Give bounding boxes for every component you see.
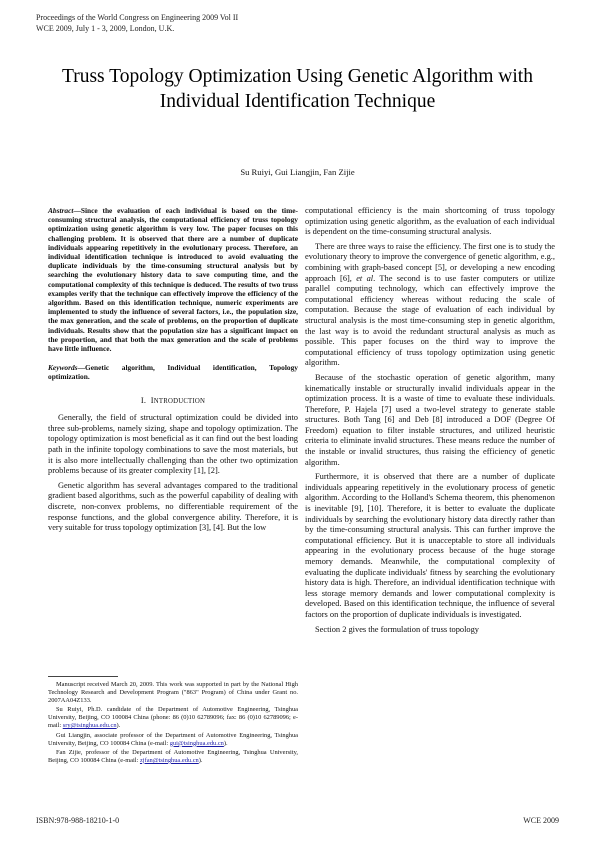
- right-paragraph-2: [305, 242, 555, 369]
- footer-isbn: ISBN:978-988-18210-1-0: [36, 816, 120, 825]
- paper-authors: Su Ruiyi, Gui Liangjin, Fan Zijie: [240, 167, 355, 177]
- footnote-author-2-text: Gui Liangjin, associate professor of the Department of Automotive Engineering, Tsinghua University, Beijing, CO 100084 China (e-mail:: [48, 731, 298, 747]
- right-paragraph-1: computational efficiency is the main shortcoming of truss topology optimization using genetic algorithm, as the evaluation of each individual is dependent on the time-consuming structural analysis.: [305, 206, 555, 237]
- right-paragraph-2-italic: et al: [356, 273, 374, 283]
- keywords-lead: Keywords: [48, 363, 78, 373]
- email-link-gui[interactable]: gui@tsinghua.edu.cn: [169, 739, 224, 747]
- footnote-author-1: [48, 706, 298, 730]
- section-heading-introduction: [48, 396, 298, 408]
- keywords: [48, 363, 298, 381]
- abstract-lead: Abstract: [48, 206, 74, 215]
- footnote-author-2-end: ).: [223, 739, 228, 747]
- email-link-fan[interactable]: zjfan@tsinghua.edu.cn: [139, 756, 199, 764]
- keywords-text: —Genetic algorithm, Individual identification, Topology optimization.: [48, 363, 298, 382]
- header-line-1: Proceedings of the World Congress on Engineering 2009 Vol II: [36, 13, 239, 22]
- right-column: [305, 206, 555, 639]
- footnotes: [48, 676, 298, 766]
- section-first-letter: I: [150, 395, 154, 405]
- header-line-2: WCE 2009, July 1 - 3, 2009, London, U.K.: [36, 24, 175, 33]
- proceedings-header: [36, 12, 238, 34]
- footnote-manuscript: Manuscript received March 20, 2009. This work was supported in part by the National High Technology Research and Development Program ("863" Program) of China under Grant no. 2007AA04Z133.: [48, 681, 298, 705]
- right-paragraph-4: Furthermore, it is observed that there are a number of duplicate individuals appearing repetitively in the evolutionary process of genetic algorithm. According to the Holland's Schema theorem, this phenomenon is inevitable [9], [10]. Therefore, it is better to evaluate the duplicate individuals by searching the evolutionary history data directly rather than by the time-consuming structural analysis. This can further improve the computational efficiency. But it is unacceptable to store all individuals appearing in the evolutionary process because of the huge storage memory demands. Meanwhile, the computational complexity of evaluating the duplicate individuals' fitness by searching the evolutionary history data is high. Therefore, an individual identification technique with less storage memory demands and lower computational complexity is developed. Based on this identification technique, the influence of several factors on the proportion of duplicate individuals is investigated.: [305, 472, 555, 619]
- intro-paragraph-1: Generally, the field of structural optimization could be divided into three sub-problems, namely sizing, shape and topology optimization. The topology optimization is most beneficial as it can find out the best loading path in the infinite topology combinations to save the most materials, but it is also more intellectually challenging than the other two optimization problems because of its greater complexity [1], [2].: [48, 413, 298, 476]
- footnote-author-3-text: Fan Zijie, professor of the Department of Automotive Engineering, Tsinghua University, Beijing, CO 100084 China (e-mail:: [48, 748, 298, 764]
- footer-conference: WCE 2009: [523, 816, 559, 825]
- intro-paragraph-2: Genetic algorithm has several advantages compared to the traditional gradient based algorithms, such as the powerful capability of dealing with discrete, non-convex problems, no differentiable requirement of the response functions, and the global convergence ability. Therefore, it is very suitable for truss topology optimization [3], [4]. But the low: [48, 480, 298, 533]
- right-paragraph-5: Section 2 gives the formulation of truss topology: [315, 624, 479, 634]
- abstract-text: —Since the evaluation of each individual is based on the time-consuming structural analysis, the computational efficiency of truss topology optimization using genetic algorithm is very low. The paper focuses on this challenging problem. It is observed that there are a number of duplicate individuals appearing repetitively in the evolutionary process. Therefore, an individual identification technique is introduced to avoid evaluating the duplicate individuals by the time-consuming structural analysis but by searching the evolutionary history data to save computing time, and the computational complexity of this technique is deduced. The results of two truss examples verify that the technique can effectively improve the efficiency of the algorithm. Based on this identification technique, numeric experiments are implemented to study the influence of several factors, i.e., the population size, the max generation, and the scale of problems, on the proportion of duplicate individuals. Results show that the population size has a significant impact on the proportion, and that both the max generation and the scale of problems have little influence.: [48, 206, 298, 354]
- right-paragraph-3: Because of the stochastic operation of genetic algorithm, many kinematically instable or structurally invalid individuals appear in the optimization process. It is a waste of time to evaluate these individuals. Therefore, P. Hajela [7] used a two-level strategy to generate stable structures. Both Tang [6] and Deb [8] introduced a DOF (Degree Of Freedom) equation to filter instable structures, and utilized heuristic criteria to eliminate invalid structures. These means reduce the number of the instable or invalid structures, thus raising the efficiency of genetic algorithm.: [305, 372, 555, 467]
- right-paragraph-2-end: . The second is to use faster computers or utilize parallel computing technology, which can effectively improve the computational efficiency whereas without reducing the scale of computation. Because the stage of evaluation of each individual by structural analysis is the most time-consuming step in genetic algorithm, the last way is to avoid the redundant structural analysis as much as possible. This paper focuses on the third way to improve the computational efficiency of truss topology optimization using genetic algorithm.: [305, 273, 555, 368]
- email-link-su[interactable]: sry@tsinghua.edu.cn: [62, 722, 117, 730]
- left-column: [48, 206, 298, 538]
- paper-title: Truss Topology Optimization Using Genetic Algorithm with Individual Identification Technique: [62, 66, 533, 112]
- footnote-author-2: [48, 732, 298, 748]
- abstract: [48, 206, 298, 353]
- section-title-rest: NTRODUCTION: [153, 397, 206, 405]
- footnote-author-3: [48, 749, 298, 765]
- footnote-author-3-end: ).: [198, 756, 203, 764]
- footnote-rule: [48, 676, 118, 677]
- right-paragraph-2-start: There are three ways to raise the efficiency. The first one is to study the evolutionary theory to improve the convergence of genetic algorithm, e.g., combining with graph-based concept [5], or developing a new encoding approach [6],: [305, 241, 555, 283]
- footnote-author-1-text: Su Ruiyi, Ph.D. candidate of the Department of Automotive Engineering, Tsinghua University, Beijing, CO 100084 China (phone: 86 (0)10 62789096; fax: 86 (0)10 62789096; e-mail:: [48, 706, 298, 730]
- section-number: I.: [140, 395, 147, 405]
- footnote-author-1-end: ).: [116, 722, 121, 730]
